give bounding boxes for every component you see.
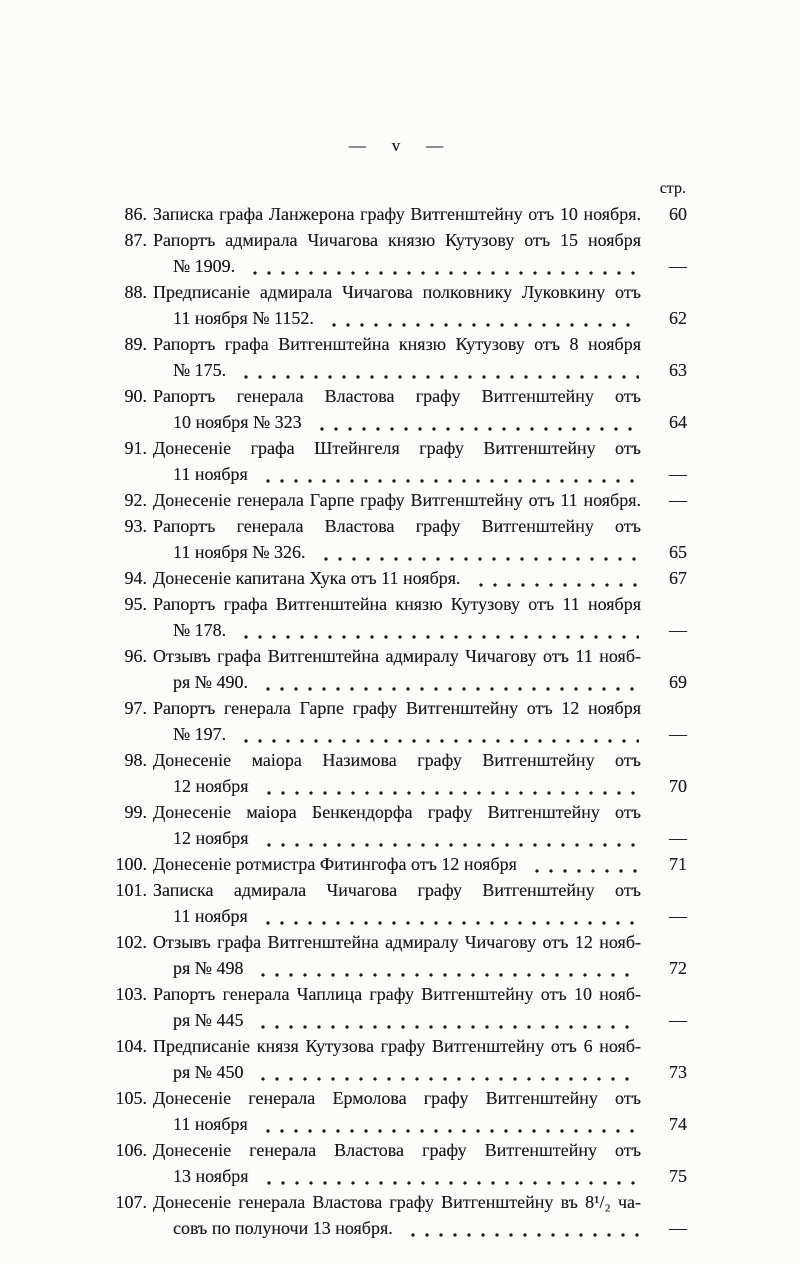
entry-lines xyxy=(153,1033,641,1085)
toc-entry xyxy=(105,1085,687,1137)
entry-line-text: Донесеніе капитана Хука отъ 11 ноября. xyxy=(153,568,461,588)
entry-lines xyxy=(153,877,641,929)
entry-lines xyxy=(153,487,641,513)
toc-entry xyxy=(105,435,687,487)
entry-line xyxy=(153,955,641,981)
dot-leader xyxy=(470,565,639,591)
entry-page-number: 74 xyxy=(669,1114,687,1134)
entry-number: 107. xyxy=(115,1192,147,1212)
entry-line-text: 11 ноября xyxy=(173,464,248,484)
entry-line-text: ря № 498 xyxy=(173,958,244,978)
toc-entry xyxy=(105,747,687,799)
entry-lines xyxy=(153,1189,641,1241)
entry-line xyxy=(153,721,641,747)
entry-number: 88. xyxy=(124,282,147,302)
entry-line xyxy=(153,825,641,851)
entry-line: Рапортъ адмирала Чичагова князю Кутузову отъ 15 ноября xyxy=(153,230,641,250)
entry-page-number: — xyxy=(669,828,687,848)
entry-lines xyxy=(153,929,641,981)
entry-line-text: № 1909. xyxy=(173,256,236,276)
toc-entry xyxy=(105,643,687,695)
dot-leader xyxy=(258,1163,639,1189)
toc-entry xyxy=(105,1137,687,1189)
entry-line xyxy=(153,617,641,643)
entry-lines xyxy=(153,201,641,227)
entry-line: Донесеніе маіора Назимова графу Витгенштейну отъ xyxy=(153,750,641,770)
entry-line-text: 12 ноября xyxy=(173,776,249,796)
entry-line xyxy=(153,565,641,591)
entry-number: 93. xyxy=(124,516,147,536)
entry-line-text: 13 ноября xyxy=(173,1166,249,1186)
entry-line xyxy=(153,903,641,929)
dot-leader xyxy=(258,773,639,799)
entry-lines xyxy=(153,851,641,877)
toc-entry xyxy=(105,201,687,227)
entry-page-number: 63 xyxy=(669,360,687,380)
dot-leader xyxy=(235,721,639,747)
entry-line-text: Донесеніе ротмистра Фитингофа отъ 12 ноября xyxy=(153,854,517,874)
dot-leader xyxy=(257,903,639,929)
entry-number: 104. xyxy=(115,1036,147,1056)
toc-entry xyxy=(105,851,687,877)
toc-entry xyxy=(105,799,687,851)
entry-page-number: 75 xyxy=(669,1166,687,1186)
dot-leader xyxy=(526,851,639,877)
entry-page-number: 71 xyxy=(669,854,687,874)
entry-page-number: 62 xyxy=(669,308,687,328)
entry-line: Донесеніе генерала Властова графу Витгенштейну въ 8¹/₂ ча- xyxy=(153,1192,641,1212)
entry-page-number: — xyxy=(669,906,687,926)
entry-number: 90. xyxy=(124,386,147,406)
entry-page-number: 73 xyxy=(669,1062,687,1082)
entry-line-text: 10 ноября № 323 xyxy=(173,412,302,432)
entry-lines xyxy=(153,279,641,331)
page-content xyxy=(105,136,687,1241)
entry-lines xyxy=(153,227,641,279)
entry-lines xyxy=(153,331,641,383)
entry-line-text: 12 ноября xyxy=(173,828,249,848)
entry-line: Донесеніе графа Штейнгеля графу Витгенштейну отъ xyxy=(153,438,641,458)
entry-page-number: 69 xyxy=(669,672,687,692)
entry-line-text: 11 ноября xyxy=(173,906,248,926)
entry-page-number: — xyxy=(669,1010,687,1030)
entry-line xyxy=(153,1163,641,1189)
entry-lines xyxy=(153,643,641,695)
entry-line-text: 11 ноября xyxy=(173,1114,248,1134)
dot-leader xyxy=(252,1007,639,1033)
entry-number: 97. xyxy=(124,698,147,718)
entry-number: 92. xyxy=(124,490,147,510)
entry-line: Рапортъ генерала Властова графу Витгенштейну отъ xyxy=(153,386,641,406)
entry-number: 100. xyxy=(115,854,147,874)
entry-line xyxy=(153,1111,641,1137)
toc-entry xyxy=(105,279,687,331)
entry-line-text: совъ по полуночи 13 ноября. xyxy=(173,1218,393,1238)
entry-line xyxy=(153,773,641,799)
dot-leader xyxy=(257,1111,639,1137)
toc-entry xyxy=(105,487,687,513)
entry-page-number: — xyxy=(669,1218,687,1238)
toc-entry xyxy=(105,383,687,435)
dot-leader xyxy=(252,1059,639,1085)
entry-line: Отзывъ графа Витгенштейна адмиралу Чичагову отъ 12 нояб- xyxy=(153,932,641,952)
entry-page-number: 64 xyxy=(669,412,687,432)
entry-page-number: — xyxy=(669,724,687,744)
entry-line xyxy=(153,669,641,695)
dot-leader xyxy=(235,617,639,643)
entry-line xyxy=(153,461,641,487)
entry-number: 87. xyxy=(124,230,147,250)
entry-page-number: — xyxy=(669,490,687,510)
dot-leader xyxy=(315,539,639,565)
entry-line: Донесеніе генерала Гарпе графу Витгенштейну отъ 11 ноября. xyxy=(153,490,641,510)
entry-number: 102. xyxy=(115,932,147,952)
entry-number: 103. xyxy=(115,984,147,1004)
entry-line xyxy=(153,357,641,383)
entry-line xyxy=(153,1007,641,1033)
dot-leader xyxy=(258,825,639,851)
toc-entry xyxy=(105,1033,687,1085)
folio-page-number: v xyxy=(391,136,401,155)
entry-line: Записка графа Ланжерона графу Витгенштейну отъ 10 ноября. xyxy=(153,204,641,224)
toc-entry xyxy=(105,513,687,565)
toc-list xyxy=(105,201,687,1241)
folio-header xyxy=(105,136,687,156)
entry-line-text: ря № 490. xyxy=(173,672,248,692)
entry-number: 86. xyxy=(124,204,147,224)
entry-line xyxy=(153,1059,641,1085)
entry-page-number: — xyxy=(669,620,687,640)
entry-lines xyxy=(153,383,641,435)
entry-line: Предписаніе князя Кутузова графу Витгенштейну отъ 6 нояб- xyxy=(153,1036,641,1056)
entry-lines xyxy=(153,981,641,1033)
entry-number: 91. xyxy=(124,438,147,458)
entry-line: Рапортъ генерала Гарпе графу Витгенштейну отъ 12 ноября xyxy=(153,698,641,718)
entry-line-text: № 197. xyxy=(173,724,227,744)
entry-page-number: 60 xyxy=(669,204,687,224)
entry-page-number: — xyxy=(669,464,687,484)
dot-leader xyxy=(252,955,639,981)
dot-leader xyxy=(402,1215,639,1241)
toc-entry xyxy=(105,591,687,643)
entry-number: 106. xyxy=(115,1140,147,1160)
entry-line: Рапортъ генерала Чаплица графу Витгенштейну отъ 10 нояб- xyxy=(153,984,641,1004)
entry-lines xyxy=(153,695,641,747)
entry-line-text: № 175. xyxy=(173,360,227,380)
entry-line xyxy=(153,409,641,435)
dot-leader xyxy=(257,669,639,695)
entry-line: Донесеніе генерала Властова графу Витгенштейну отъ xyxy=(153,1140,641,1160)
entry-line-text: 11 ноября № 326. xyxy=(173,542,306,562)
entry-lines xyxy=(153,565,641,591)
dot-leader xyxy=(244,253,639,279)
entry-line xyxy=(153,1215,641,1241)
entry-line: Донесеніе маіора Бенкендорфа графу Витгенштейну отъ xyxy=(153,802,641,822)
entry-page-number: 72 xyxy=(669,958,687,978)
entry-number: 105. xyxy=(115,1088,147,1108)
entry-line xyxy=(153,539,641,565)
entry-line-text: № 178. xyxy=(173,620,227,640)
dot-leader xyxy=(323,305,639,331)
toc-entry xyxy=(105,227,687,279)
entry-lines xyxy=(153,513,641,565)
dot-leader xyxy=(235,357,639,383)
entry-lines xyxy=(153,1137,641,1189)
toc-entry xyxy=(105,981,687,1033)
entry-line xyxy=(153,253,641,279)
toc-entry xyxy=(105,1189,687,1241)
toc-entry xyxy=(105,695,687,747)
toc-entry xyxy=(105,565,687,591)
entry-line xyxy=(153,305,641,331)
entry-lines xyxy=(153,1085,641,1137)
entry-line: Рапортъ графа Витгенштейна князю Кутузову отъ 11 ноября xyxy=(153,594,641,614)
dot-leader xyxy=(311,409,639,435)
entry-line: Рапортъ генерала Властова графу Витгенштейну отъ xyxy=(153,516,641,536)
entry-lines xyxy=(153,435,641,487)
entry-line-text: 11 ноября № 1152. xyxy=(173,308,314,328)
entry-line-text: ря № 445 xyxy=(173,1010,244,1030)
entry-number: 96. xyxy=(124,646,147,666)
entry-line: Отзывъ графа Витгенштейна адмиралу Чичагову отъ 11 нояб- xyxy=(153,646,641,666)
entry-line: Предписаніе адмирала Чичагова полковнику Луковкину отъ xyxy=(153,282,641,302)
entry-lines xyxy=(153,799,641,851)
entry-lines xyxy=(153,747,641,799)
dot-leader xyxy=(257,461,639,487)
page-column-header: стр. xyxy=(659,180,686,197)
entry-number: 94. xyxy=(124,568,147,588)
entry-number: 101. xyxy=(115,880,147,900)
entry-page-number: 70 xyxy=(669,776,687,796)
entry-number: 98. xyxy=(124,750,147,770)
entry-page-number: — xyxy=(669,256,687,276)
entry-page-number: 67 xyxy=(669,568,687,588)
toc-entry xyxy=(105,877,687,929)
folio-left-dash: — xyxy=(348,136,366,155)
entry-line: Рапортъ графа Витгенштейна князю Кутузову отъ 8 ноября xyxy=(153,334,641,354)
toc-entry xyxy=(105,331,687,383)
entry-number: 89. xyxy=(124,334,147,354)
toc-entry xyxy=(105,929,687,981)
entry-number: 95. xyxy=(124,594,147,614)
folio-right-dash: — xyxy=(426,136,444,155)
entry-page-number: 65 xyxy=(669,542,687,562)
entry-line: Записка адмирала Чичагова графу Витгенштейну отъ xyxy=(153,880,641,900)
entry-line: Донесеніе генерала Ермолова графу Витгенштейну отъ xyxy=(153,1088,641,1108)
entry-lines xyxy=(153,591,641,643)
entry-line xyxy=(153,851,641,877)
entry-line-text: ря № 450 xyxy=(173,1062,244,1082)
entry-number: 99. xyxy=(124,802,147,822)
